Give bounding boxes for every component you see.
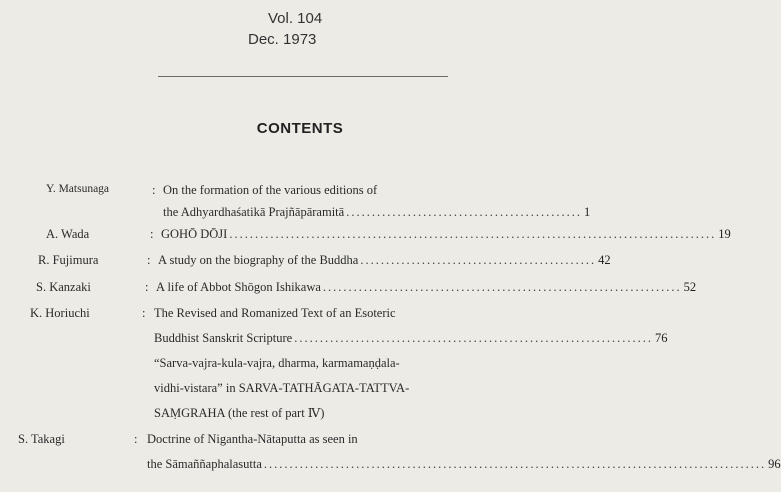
entry-title-line [154,306,396,321]
entry-author: K. Horiuchi [30,306,90,320]
entry-page-number: 19 [718,227,731,241]
entry-title-text: Doctrine of Nigantha-Nātaputta as seen in [147,432,358,446]
entry-title-line [158,253,611,268]
entry-title-text: the Adhyardhaśatikā Prajñāpāramitā [163,205,345,219]
entry-title-line [163,205,591,220]
leader-dots: ............................................................................................... [229,227,717,241]
entry-title-line [154,331,668,346]
entry-title-text: On the formation of the various editions of [163,183,378,197]
entry-colon: : [150,227,154,241]
entry-author: A. Wada [46,227,90,241]
entry-title-line [161,227,731,242]
leader-dots: .............................................. [346,205,582,219]
leader-dots: ...................................................................... [294,331,653,345]
entry-page-number: 76 [654,331,668,345]
entry-author: R. Fujimura [38,253,99,267]
entry-author: S. Takagi [18,432,65,446]
entry-title-text: The Revised and Romanized Text of an Esoteric [154,306,396,320]
entry-author: S. Kanzaki [36,280,91,294]
entry-title-text: A life of Abbot Shōgon Ishikawa [156,280,321,294]
entry-colon: : [134,432,138,446]
entry-author: Y. Matsunaga [46,183,110,195]
entry-title-line [147,457,781,472]
entry-title-line [163,183,377,198]
volume-number: Vol. 104 [268,10,323,27]
entry-colon: : [147,253,151,267]
entry-title-line [154,405,324,421]
entry-title-line [154,381,409,396]
entry-title-text: SAṂGRAHA (the rest of part Ⅳ) [154,406,325,420]
divider-rule [158,76,448,77]
entry-page-number: 1 [583,205,591,219]
entry-title-text: GOHŌ DŌJI [161,227,228,241]
entry-title-text: vidhi-vistara” in SARVA-TATHĀGATA-TATTVA- [154,381,410,395]
entry-colon: : [145,280,149,294]
entry-title-line [156,280,697,295]
entry-title-text: the Sāmaññaphalasutta [147,457,262,471]
entry-page-number: 42 [598,253,611,267]
entry-title-text: A study on the biography of the Buddha [158,253,359,267]
entry-colon: : [152,183,156,197]
issue-date: Dec. 1973 [248,31,317,48]
entry-title-text: Buddhist Sanskrit Scripture [154,331,293,345]
entry-title-text: “Sarva-vajra-kula-vajra, dharma, karmamaṇḍala- [154,356,400,370]
contents-heading: CONTENTS [256,120,344,137]
entry-colon: : [142,306,146,320]
entry-title-line [147,432,358,447]
entry-title-line [154,356,400,371]
entry-page-number: 96 [768,457,781,471]
entry-page-number: 52 [683,280,697,294]
leader-dots: .................................................................................................. [263,457,767,471]
leader-dots: .............................................. [360,253,597,267]
leader-dots: ...................................................................... [322,280,682,294]
